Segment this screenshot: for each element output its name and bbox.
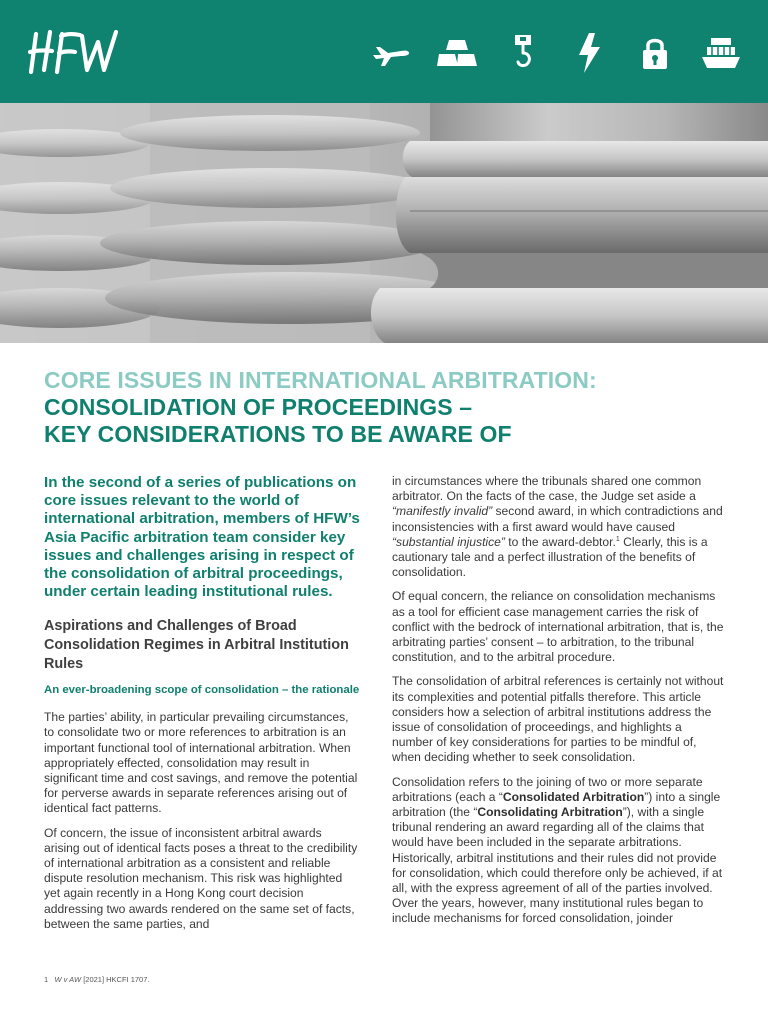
footnote-case-name: W v AW: [54, 975, 82, 984]
hfw-logo: [28, 26, 120, 78]
footnote-number: 1: [44, 975, 49, 984]
body-paragraph: The consolidation of arbitral references is certainly not without its complexities and potential pitfalls therefore. This article considers how a selection of arbitral institutions address the issue of consolidation of proceedings, and highlights a number of key considerations for parties to be mindful of, when deciding whether to seek consolidation.: [392, 674, 724, 765]
construction-icon: [498, 30, 548, 76]
commodities-icon: [432, 30, 482, 76]
shipping-icon: [696, 30, 746, 76]
insurance-icon: [630, 30, 680, 76]
title-line-1: CORE ISSUES IN INTERNATIONAL ARBITRATION:: [44, 367, 597, 393]
footnote-marker: 1: [615, 535, 620, 543]
footnote: [44, 975, 149, 984]
page-title: [44, 367, 744, 448]
title-line-3: KEY CONSIDERATIONS TO BE AWARE OF: [44, 421, 512, 447]
right-column: [392, 474, 726, 936]
left-column: [44, 474, 360, 941]
title-line-2: CONSOLIDATION OF PROCEEDINGS –: [44, 394, 473, 420]
energy-icon: [564, 30, 614, 76]
aviation-icon: [366, 30, 416, 76]
body-paragraph: Consolidation refers to the joining of two or more separate arbitrations (each a “Consolidated Arbitration”) into a single arbitration (the “Consolidating Arbitration”), with a single tribunal rendering an award regarding all of the claims that would have been included in the separate arbitrations. Historically, arbitral institutions and their rules did not provide for consolidation, which could therefore only be achieved, if at all, with the express agreement of all of the parties involved. Over the years, however, many institutional rules began to include mechanisms for forced consolidation, joinder: [392, 774, 723, 926]
hero-image-column-bases: [0, 103, 768, 343]
body-paragraph: Of equal concern, the reliance on consolidation mechanisms as a tool for efficient case management carries the risk of conflict with the bedrock of international arbitration, that is, the arbitrating parties’ consent – to arbitration, to the tribunal constitution, and to the arbitral procedure.: [392, 589, 724, 665]
footnote-citation: [2021] HKCFI 1707.: [81, 975, 150, 984]
intro-paragraph: In the second of a series of publications on core issues relevant to the world of international arbitration, members of HFW’s Asia Pacific arbitration team consider key issues and challenges arising in respect of the consolidation of arbitral proceedings, under certain leading institutional rules.: [44, 474, 360, 601]
section-heading: Aspirations and Challenges of Broad Consolidation Regimes in Arbitral Institution Rules: [44, 618, 349, 672]
sector-icons: [366, 30, 762, 76]
body-paragraph: The parties’ ability, in particular prevailing circumstances, to consolidate two or more references to arbitration is an important functional tool of international arbitration. When appropriately effected, consolidation may result in significant time and cost savings, and remove the potential for perverse awards in separate references arising out of identical fact patterns.: [44, 710, 358, 816]
header-bar: [0, 0, 768, 103]
body-paragraph: in circumstances where the tribunals shared one common arbitrator. On the facts of the case, the Judge set aside a “manifestly invalid” second award, in which contradictions and inconsistencies with a first award would have caused “substantial injustice” to the award-debtor.$^1$ Clearly, this is a cautionary tale and a perfect illustration of the benefits of consolidation.: [392, 474, 723, 580]
section-subheading: An ever-broadening scope of consolidation – the rationale: [44, 684, 360, 697]
body-paragraph: Of concern, the issue of inconsistent arbitral awards arising out of identical facts poses a threat to the credibility of international arbitration as a consistent and reliable dispute resolution mechanism. This risk was highlighted yet again recently in a Hong Kong court decision addressing two awards rendered on the same set of facts, between the same parties, and: [44, 825, 358, 931]
